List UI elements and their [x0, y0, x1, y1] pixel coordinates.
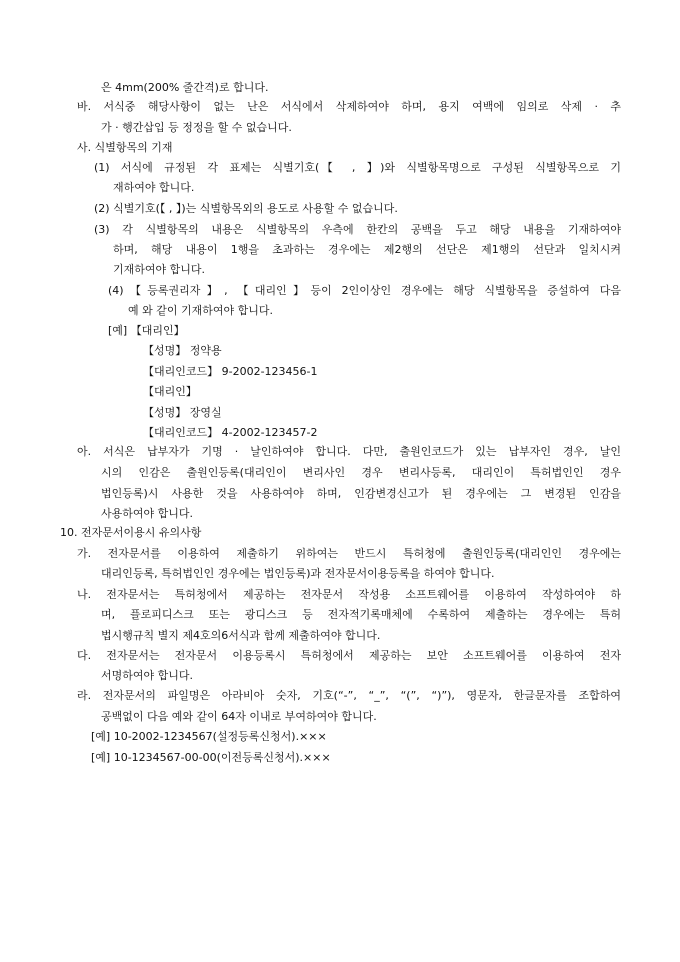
item-sa-3-line3: 기재하여야 합니다.	[113, 263, 206, 276]
item-na-line2: 며, 플로피디스크 또는 광디스크 등 전자적기록매체에 수록하여 제출하는 경우에는 특허	[101, 608, 621, 621]
item-ba-line1: 바. 서식중 해당사항이 없는 난은 서식에서 삭제하여야 하며, 용지 여백에 임의로 삭제 · 추	[77, 100, 621, 113]
example-line: 【대리인코드】 9-2002-123456-1	[143, 365, 318, 378]
item-na-line3: 법시행규칙 별지 제4호의6서식과 함께 제출하여야 합니다.	[101, 629, 381, 642]
item-sa-4-line2: 예 와 같이 기재하여야 합니다.	[128, 304, 273, 317]
item-sa-1-line1: (1) 서식에 규정된 각 표제는 식별기호(【 , 】)와 식별항목명으로 구성된 식별항목으로 기	[94, 161, 621, 174]
item-sa-4-line1: (4)【등록권리자】, 【대리인】등이 2인이상인 경우에는 해당 식별항목을 증설하여 다음	[108, 284, 621, 297]
item-a-line1: 아. 서식은 납부자가 기명 · 날인하여야 합니다. 다만, 출원인코드가 있는 납부자인 경우, 날인	[77, 445, 621, 458]
example-line: 【성명】 장영실	[143, 406, 222, 419]
example-label: [예] 【대리인】	[108, 324, 185, 337]
item-ra-line2: 공백없이 다음 예와 같이 64자 이내로 부여하여야 합니다.	[101, 710, 377, 723]
item-a-line3: 법인등록)시 사용한 것을 사용하여야 하며, 인감변경신고가 된 경우에는 그 변경된 인감을	[101, 487, 621, 500]
example-line: 【대리인코드】 4-2002-123457-2	[143, 426, 318, 439]
section-10-title: 10. 전자문서이용시 유의사항	[60, 526, 202, 539]
item-a-line4: 사용하여야 합니다.	[101, 507, 194, 520]
item-ga-line1: 가. 전자문서를 이용하여 제출하기 위하여는 반드시 특허청에 출원인등록(대리인인 경우에는	[77, 547, 621, 560]
item-sa-2-line1: (2) 식별기호(【 , 】)는 식별항목외의 용도로 사용할 수 없습니다.	[94, 202, 398, 215]
item-ra-example-2: [예] 10-1234567-00-00(이전등록신청서).×××	[91, 751, 331, 764]
example-line: 【대리인】	[143, 385, 197, 398]
item-na-line1: 나. 전자문서는 특허청에서 제공하는 전자문서 작성용 소프트웨어를 이용하여 작성하여야 하	[77, 588, 621, 601]
item-sa-1-line2: 재하여야 합니다.	[113, 181, 195, 194]
item-a-line2: 시의 인감은 출원인등록(대리인이 변리사인 경우 변리사등록, 대리인이 특허법인인 경우	[101, 466, 621, 479]
item-da-line1: 다. 전자문서는 전자문서 이용등록시 특허청에서 제공하는 보안 소프트웨어를 이용하여 전자	[77, 649, 621, 662]
item-da-line2: 서명하여야 합니다.	[101, 669, 194, 682]
item-sa-3-line2: 하며, 해당 내용이 1행을 초과하는 경우에는 제2행의 선단은 제1행의 선단과 일치시켜	[113, 243, 621, 256]
item-sa-3-line1: (3) 각 식별항목의 내용은 식별항목의 우측에 한칸의 공백을 두고 해당 내용을 기재하여야	[94, 223, 621, 236]
example-line: 【성명】 정약용	[143, 344, 222, 357]
intro-line: 은 4mm(200% 줄간격)로 합니다.	[101, 81, 269, 94]
item-ra-line1: 라. 전자문서의 파일명은 아라비아 숫자, 기호(“-”, “_”, “(”, “)”), 영문자, 한글문자를 조합하여	[77, 689, 621, 702]
item-ra-example-1: [예] 10-2002-1234567(설정등록신청서).×××	[91, 730, 327, 743]
item-ba-line2: 가 · 행간삽입 등 정정을 할 수 없습니다.	[101, 121, 292, 134]
item-ga-line2: 대리인등록, 특허법인인 경우에는 법인등록)과 전자문서이용등록을 하여야 합니다.	[101, 567, 495, 580]
item-sa-title: 사. 식별항목의 기재	[77, 141, 173, 154]
